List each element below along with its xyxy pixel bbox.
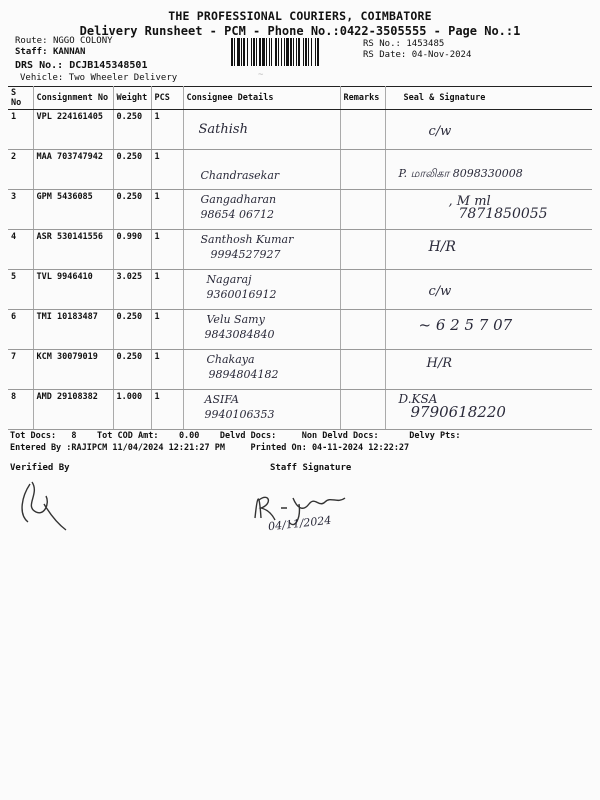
- drs-barcode: [231, 38, 356, 66]
- staff-signature-date: 04/11/2024: [267, 513, 332, 534]
- consignee-name: Santhosh Kumar: [200, 233, 294, 246]
- delivery-signature-mark: D.KSA: [398, 392, 438, 406]
- tot-cod-value: 0.00: [178, 431, 200, 441]
- staff-signature-icon: [245, 478, 365, 543]
- route-line: Route: NGGO COLONY: [15, 36, 113, 46]
- consignee-name: ASIFA: [204, 393, 239, 406]
- entered-line: [10, 443, 409, 453]
- staff-value: KANNAN: [52, 47, 86, 57]
- delivery-signature: 9790618220: [410, 403, 506, 421]
- consignee-name: Nagaraj: [206, 273, 252, 286]
- consignee-phone: 9940106353: [204, 408, 275, 421]
- consignee-phone: 98654 06712: [200, 208, 274, 221]
- rs-date-value: 04-Nov-2024: [411, 50, 472, 60]
- table-row: 2 MAA 703747942 0.250 1 Chandrasekar P. மாலிகா 8098330008: [8, 150, 592, 190]
- route-value: NGGO COLONY: [52, 36, 113, 46]
- delivery-signature: P. மாலிகா 8098330008: [398, 167, 523, 180]
- consignee-name: Gangadharan: [200, 193, 277, 206]
- delivery-signature: H/R: [426, 356, 453, 371]
- table-row: 8 AMD 29108382 1.000 1 ASIFA 9940106353 D.KSA 9790618220: [8, 390, 592, 430]
- smudge-mark: ~: [258, 70, 264, 80]
- consignee-phone: 9360016912: [206, 288, 277, 301]
- tot-docs-value: 8: [71, 431, 77, 441]
- consignee-phone: 9843084840: [204, 328, 275, 341]
- table-row: 1 VPL 224161405 0.250 1 Sathish c/w: [8, 110, 592, 150]
- table-row: 7 KCM 30079019 0.250 1 Chakaya 9894804182 H/R: [8, 350, 592, 390]
- col-consignee: Consignee Details: [183, 87, 340, 110]
- table-row: 3 GPM 5436085 0.250 1 Gangadharan 98654 06712 , M ml 7871850055: [8, 190, 592, 230]
- col-weight: Weight: [113, 87, 151, 110]
- consignee-phone: 9994527927: [210, 248, 281, 261]
- rs-date-line: RS Date: 04-Nov-2024: [363, 50, 472, 60]
- drs-value: DCJB145348501: [69, 60, 148, 71]
- verified-by-label: Verified By: [10, 463, 70, 473]
- table-row: 4 ASR 530141556 0.990 1 Santhosh Kumar 9994527927 H/R: [8, 230, 592, 270]
- delivery-signature-mark: , M ml: [448, 194, 491, 209]
- delivery-signature: c/w: [428, 284, 452, 299]
- printed-on: Printed On: 04-11-2024 12:22:27: [250, 443, 410, 453]
- table-header: [8, 87, 592, 110]
- vehicle-line: Vehicle: Two Wheeler Delivery: [20, 73, 178, 83]
- vehicle-value: Two Wheeler Delivery: [68, 73, 178, 83]
- company-title: THE PROFESSIONAL COURIERS, COIMBATORE: [168, 9, 432, 23]
- delivery-signature: ~ 6 2 5 7 07: [418, 316, 513, 334]
- consignee-phone: 9894804182: [208, 368, 279, 381]
- totals-line: Tot Docs: 8 Tot COD Amt: 0.00 Delvd Docs: Non Delvd Docs: Delvy Pts:: [10, 431, 461, 441]
- consignee-name: Velu Samy: [206, 313, 265, 326]
- staff-signature-label: Staff Signature: [270, 463, 352, 473]
- runsheet-subtitle: Delivery Runsheet - PCM - Phone No.:0422-3505555 - Page No.:1: [79, 24, 521, 38]
- verifier-signature-icon: [10, 474, 80, 534]
- consignee-name: Chakaya: [206, 353, 255, 366]
- drs-line: DRS No.: DCJB145348501: [15, 60, 148, 71]
- delivery-signature: c/w: [428, 124, 452, 139]
- entered-by: Entered By :RAJIPCM 11/04/2024 12:21:27 PM: [10, 443, 225, 453]
- runsheet-table: [8, 86, 592, 430]
- col-sno: S No: [8, 87, 33, 110]
- delivery-signature: H/R: [428, 239, 456, 255]
- delivery-signature: 7871850055: [458, 206, 548, 222]
- rs-no-line: RS No.: 1453485: [363, 39, 445, 49]
- rs-no-value: 1453485: [406, 39, 445, 49]
- table-row: 5 TVL 9946410 3.025 1 Nagaraj 9360016912 c/w: [8, 270, 592, 310]
- col-remarks: Remarks: [340, 87, 385, 110]
- barcode-bar: [319, 38, 320, 66]
- staff-line: Staff: KANNAN: [15, 47, 86, 57]
- table-row: 6 TMI 10183487 0.250 1 Velu Samy 9843084840 ~ 6 2 5 7 07: [8, 310, 592, 350]
- col-seal: Seal & Signature: [385, 87, 592, 110]
- col-pcs: PCS: [151, 87, 183, 110]
- consignee-name: Sathish: [198, 122, 248, 137]
- col-consignment: Consignment No: [33, 87, 113, 110]
- consignee-name: Chandrasekar: [200, 169, 280, 182]
